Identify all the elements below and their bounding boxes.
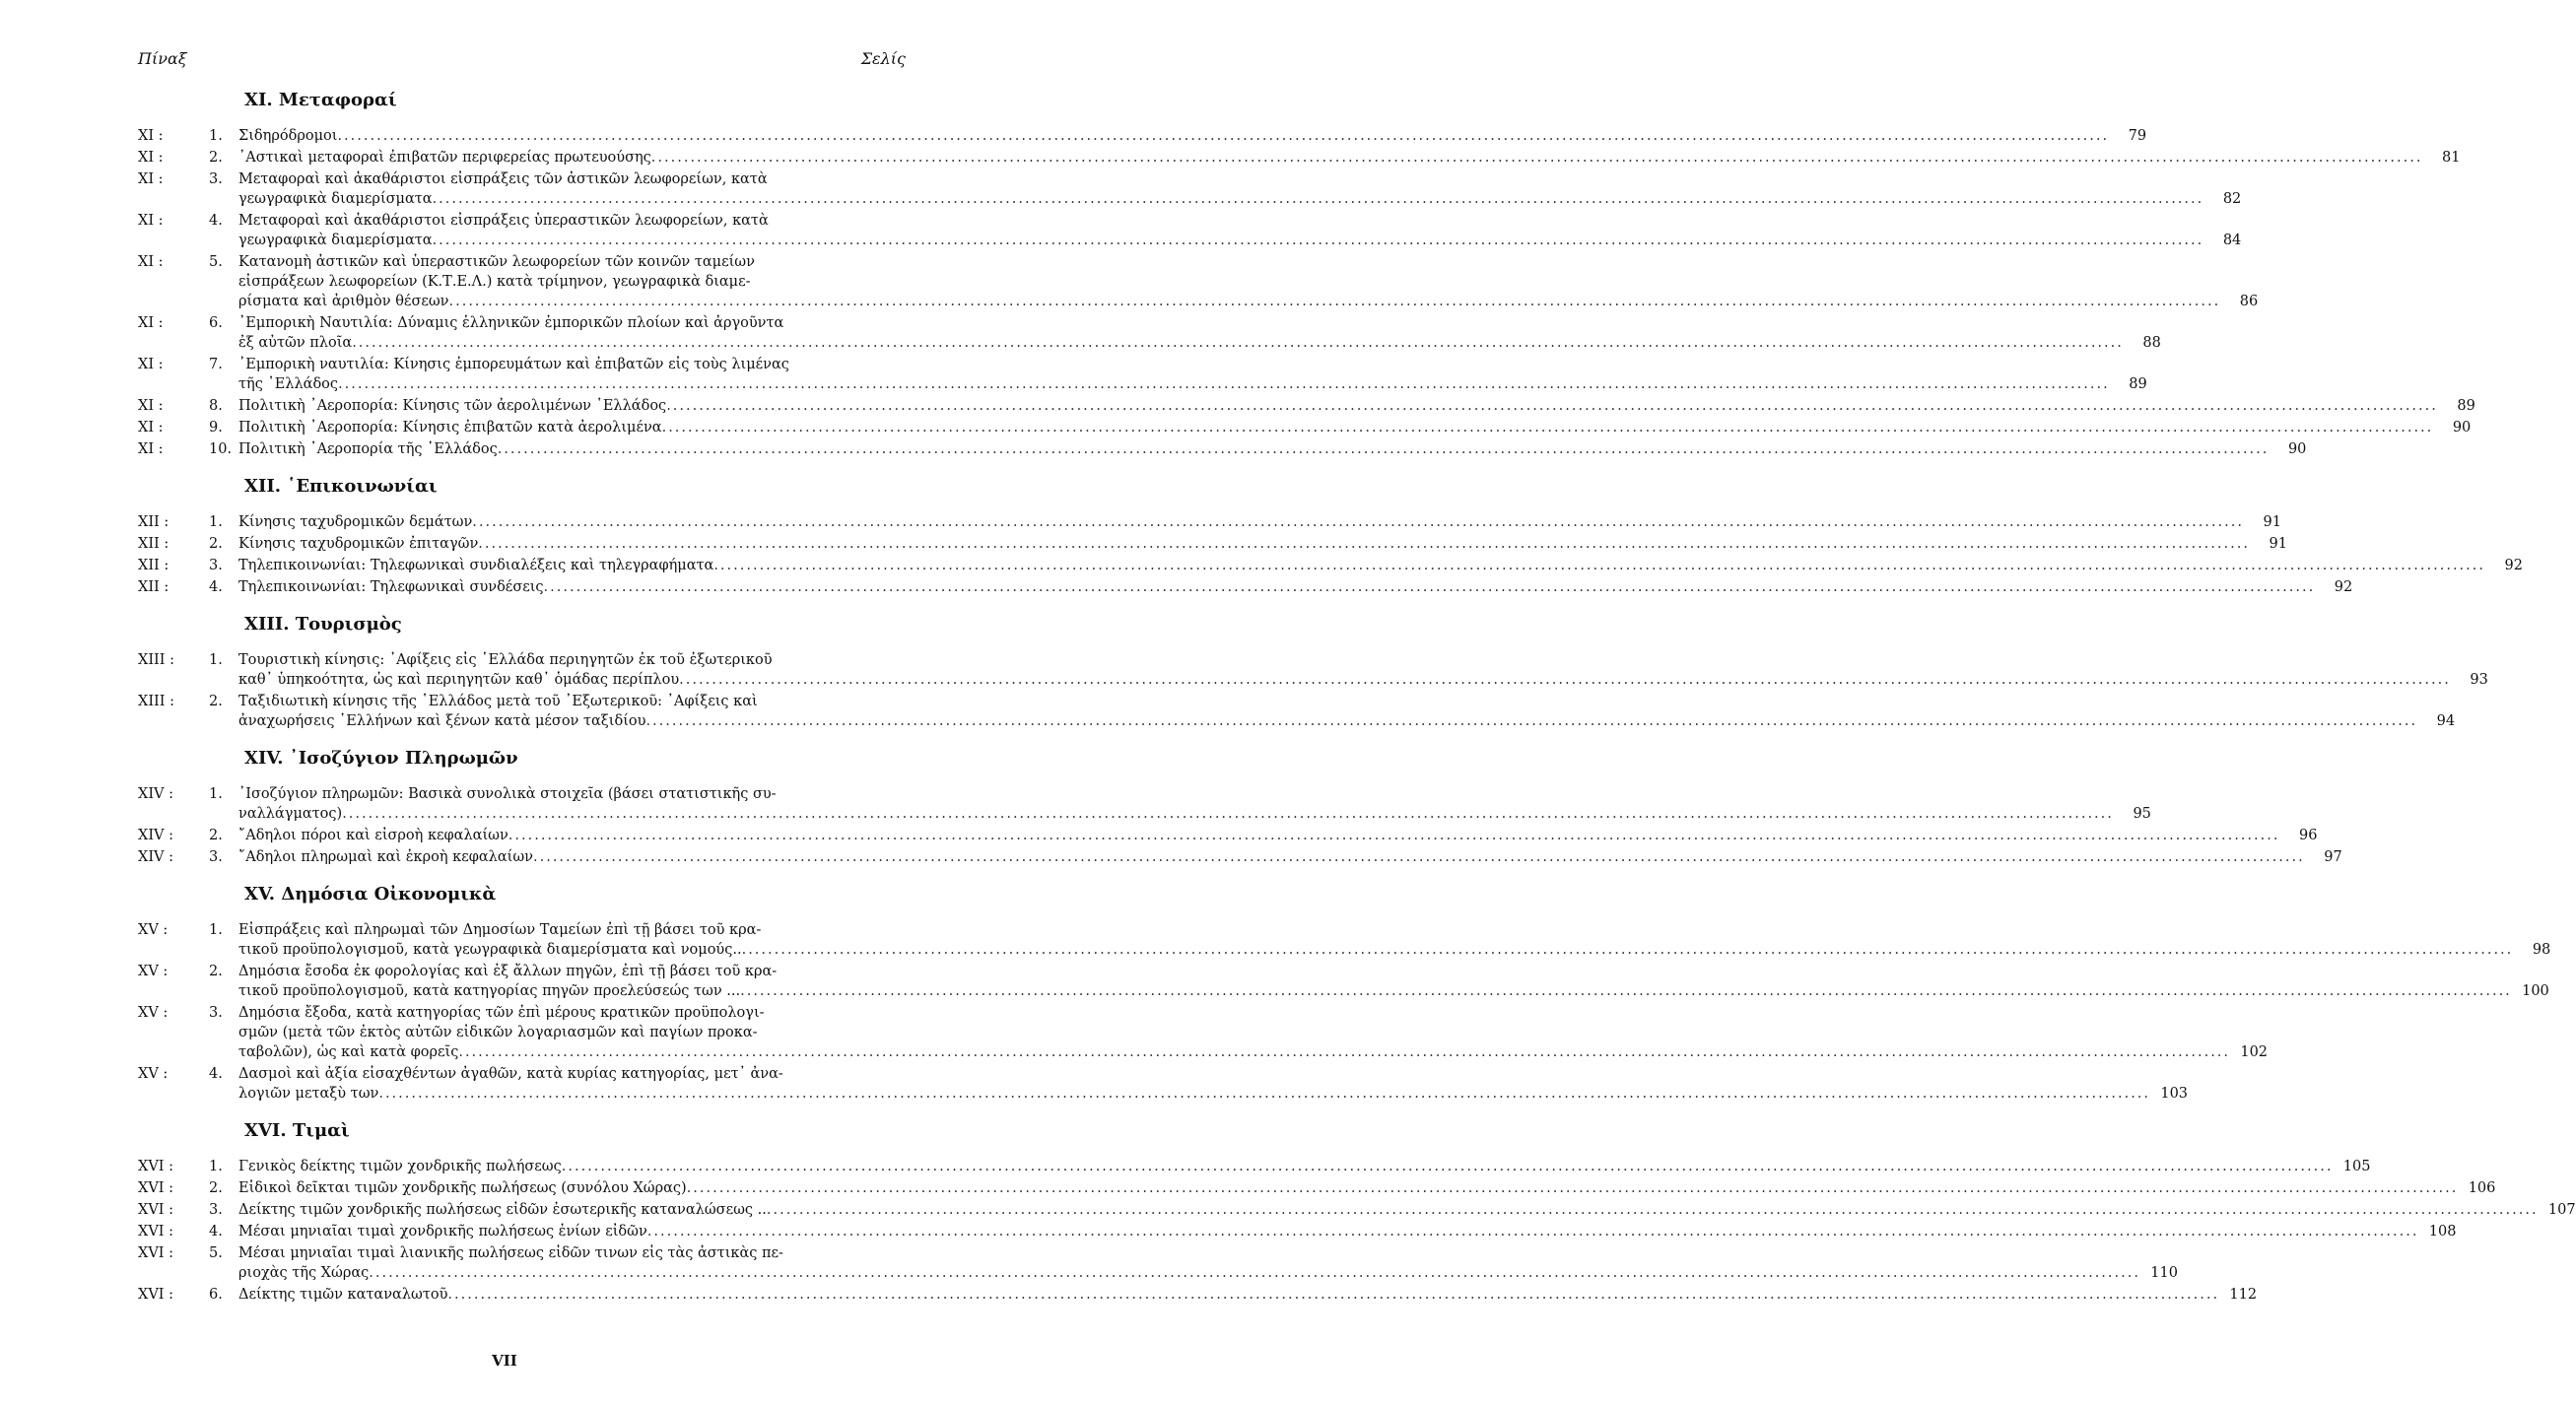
entry-text: Τηλεπικοινωνίαι: Τηλεφωνικαὶ συνδιαλέξεις καὶ τηλεγραφήματα bbox=[238, 558, 714, 573]
entry-number: 1. bbox=[209, 1159, 223, 1174]
entry-text: ᾿Εμπορικὴ ναυτιλία: Κίνησις ἐμπορευμάτων καὶ ἐπιβατῶν εἰς τοὺς λιμένας bbox=[238, 357, 789, 372]
dot-leader bbox=[498, 439, 2270, 459]
dot-leader bbox=[740, 981, 2512, 1001]
entry-text: γεωγραφικὰ διαμερίσματα bbox=[238, 191, 433, 207]
dot-leader bbox=[447, 1285, 2219, 1305]
entry-number: 1. bbox=[209, 514, 223, 530]
toc-section bbox=[138, 745, 2342, 867]
entry-text: Πολιτικὴ ᾿Αεροπορία: Κίνησις τῶν ἀερολιμένων ῾Ελλάδος bbox=[238, 398, 667, 414]
entry-number: 4. bbox=[209, 213, 223, 229]
entry-text: ταβολῶν), ὡς καὶ κατὰ φορεῖς bbox=[238, 1044, 459, 1060]
entry-text: Μέσαι μηνιαῖαι τιμαὶ χονδρικῆς πωλήσεως ἐνίων εἰδῶν bbox=[238, 1224, 647, 1240]
entry-chapter: XII : bbox=[138, 558, 169, 573]
dot-leader bbox=[508, 826, 2280, 845]
entry-page: 84 bbox=[2222, 233, 2242, 248]
entry-text: ριοχὰς τῆς Χώρας bbox=[238, 1265, 370, 1281]
entry-text: ρίσματα καὶ ἀριθμὸν θέσεων bbox=[238, 294, 449, 309]
section-title: XVI. Τιμαὶ bbox=[244, 1120, 350, 1141]
entry-text: Ταξιδιωτικὴ κίνησις τῆς ῾Ελλάδος μετὰ τοῦ ᾿Εξωτερικοῦ: ᾿Αφίξεις καὶ bbox=[238, 694, 758, 709]
dot-leader bbox=[337, 126, 2109, 146]
entry-page: 91 bbox=[2269, 536, 2287, 552]
header-right-label: Σελίς bbox=[860, 49, 906, 68]
dot-leader bbox=[647, 1222, 2419, 1241]
entry-chapter: XI : bbox=[138, 441, 164, 457]
toc-entry bbox=[138, 650, 2488, 690]
entry-number: 5. bbox=[209, 1245, 223, 1261]
entry-number: 2. bbox=[209, 1180, 223, 1196]
entry-page: 96 bbox=[2299, 828, 2318, 843]
entry-chapter: XVI : bbox=[138, 1224, 174, 1240]
toc-entry bbox=[138, 313, 2161, 353]
dot-leader bbox=[342, 804, 2114, 824]
entry-page: 108 bbox=[2428, 1224, 2457, 1240]
entry-page: 86 bbox=[2239, 294, 2259, 309]
dot-leader bbox=[369, 1263, 2140, 1283]
dot-leader bbox=[651, 148, 2423, 168]
entry-text: Δημόσια ἔσοδα ἐκ φορολογίας καὶ ἐξ ἄλλων πηγῶν, ἐπὶ τῇ βάσει τοῦ κρα- bbox=[238, 964, 778, 979]
toc-entry bbox=[138, 1222, 2457, 1241]
entry-page: 110 bbox=[2150, 1265, 2178, 1281]
entry-chapter: XI : bbox=[138, 150, 164, 166]
toc-entry bbox=[138, 512, 2281, 532]
toc-entry bbox=[138, 920, 2551, 960]
dot-leader bbox=[378, 1084, 2150, 1104]
toc-section bbox=[138, 87, 2475, 459]
entry-number: 2. bbox=[209, 536, 223, 552]
entry-text: ῎Αδηλοι πληρωμαὶ καὶ ἐκροὴ κεφαλαίων bbox=[238, 849, 533, 865]
entry-number: 6. bbox=[209, 1287, 223, 1303]
entry-page: 89 bbox=[2129, 376, 2147, 392]
entry-text: τῆς ῾Ελλάδος bbox=[238, 376, 339, 392]
entry-text: λογιῶν μεταξὺ των bbox=[238, 1086, 379, 1102]
entry-page: 97 bbox=[2324, 849, 2342, 865]
section-title: XIV. ᾿Ισοζύγιον Πληρωμῶν bbox=[244, 748, 518, 769]
dot-leader bbox=[433, 189, 2204, 209]
entry-chapter: XV : bbox=[138, 1066, 169, 1082]
toc-entry bbox=[138, 252, 2259, 311]
entry-page: 89 bbox=[2457, 398, 2475, 414]
entry-chapter: XIV : bbox=[138, 786, 174, 802]
toc-section bbox=[138, 881, 2551, 1104]
entry-text: ναλλάγματος) bbox=[238, 806, 343, 822]
dot-leader bbox=[666, 396, 2438, 416]
entry-text: Κίνησις ταχυδρομικῶν δεμάτων bbox=[238, 514, 473, 530]
entry-text: Δείκτης τιμῶν καταναλωτοῦ bbox=[238, 1287, 448, 1303]
entry-page: 112 bbox=[2229, 1287, 2258, 1303]
entry-number: 8. bbox=[209, 398, 223, 414]
table-of-contents bbox=[138, 87, 2576, 1318]
entry-chapter: XVI : bbox=[138, 1180, 174, 1196]
toc-entry bbox=[138, 211, 2242, 250]
dot-leader bbox=[433, 231, 2204, 250]
toc-entry bbox=[138, 439, 2307, 459]
toc-entry bbox=[138, 784, 2151, 824]
entry-number: 2. bbox=[209, 828, 223, 843]
entry-page: 105 bbox=[2342, 1159, 2371, 1174]
entry-number: 3. bbox=[209, 1202, 223, 1218]
entry-text: Μέσαι μηνιαῖαι τιμαὶ λιανικῆς πωλήσεως εἰδῶν τινων εἰς τὰς ἀστικὰς πε- bbox=[238, 1245, 783, 1261]
entry-chapter: XIV : bbox=[138, 828, 174, 843]
entry-page: 92 bbox=[2334, 579, 2353, 595]
toc-entry bbox=[138, 556, 2523, 575]
entry-text: Τηλεπικοινωνίαι: Τηλεφωνικαὶ συνδέσεις bbox=[238, 579, 544, 595]
dot-leader bbox=[645, 711, 2417, 731]
entry-number: 7. bbox=[209, 357, 223, 372]
entry-number: 2. bbox=[209, 150, 223, 166]
entry-number: 4. bbox=[209, 1224, 223, 1240]
entry-text: τικοῦ προϋπολογισμοῦ, κατὰ γεωγραφικὰ διαμερίσματα καὶ νομούς.. bbox=[238, 942, 742, 958]
entry-text: Μεταφοραὶ καὶ ἀκαθάριστοι εἰσπράξεις ὑπεραστικῶν λεωφορείων, κατὰ bbox=[238, 213, 769, 229]
entry-text: ἐξ αὐτῶν πλοῖα bbox=[238, 335, 353, 351]
toc-entry bbox=[138, 1200, 2576, 1220]
dot-leader bbox=[742, 940, 2514, 960]
entry-text: Πολιτικὴ ᾿Αεροπορία: Κίνησις ἐπιβατῶν κατὰ ἀερολιμένα bbox=[238, 420, 662, 436]
entry-text: Εἰδικοὶ δεῖκται τιμῶν χονδρικῆς πωλήσεως (συνόλου Χώρας) bbox=[238, 1180, 687, 1196]
toc-entry bbox=[138, 847, 2342, 867]
entry-chapter: XVI : bbox=[138, 1287, 174, 1303]
entry-number: 10. bbox=[209, 441, 233, 457]
toc-entry bbox=[138, 826, 2318, 845]
entry-chapter: XI : bbox=[138, 420, 164, 436]
toc-entry bbox=[138, 577, 2353, 597]
entry-page: 82 bbox=[2222, 191, 2242, 207]
entry-chapter: XI : bbox=[138, 357, 164, 372]
entry-number: 6. bbox=[209, 315, 223, 331]
toc-entry bbox=[138, 692, 2456, 731]
entry-chapter: XI : bbox=[138, 128, 164, 144]
entry-text: Κατανομὴ ἀστικῶν καὶ ὑπεραστικῶν λεωφορείων τῶν κοινῶν ταμείων bbox=[238, 254, 755, 270]
entry-chapter: XIII : bbox=[138, 652, 175, 668]
entry-number: 5. bbox=[209, 254, 223, 270]
toc-entry bbox=[138, 1157, 2371, 1176]
entry-page: 100 bbox=[2522, 983, 2549, 999]
entry-text: καθ᾿ ὑπηκοότητα, ὡς καὶ περιηγητῶν καθ᾿ ὁμάδας περίπλου bbox=[238, 672, 680, 688]
entry-text: ᾿Αστικαὶ μεταφοραὶ ἐπιβατῶν περιφερείας πρωτευούσης bbox=[238, 150, 651, 166]
entry-number: 1. bbox=[209, 922, 223, 938]
dot-leader bbox=[562, 1157, 2334, 1176]
toc-entry bbox=[138, 1243, 2178, 1283]
entry-number: 2. bbox=[209, 964, 223, 979]
entry-text: Εἰσπράξεις καὶ πληρωμαὶ τῶν Δημοσίων Ταμείων ἐπὶ τῇ βάσει τοῦ κρα- bbox=[238, 922, 762, 938]
entry-page: 95 bbox=[2133, 806, 2151, 822]
entry-page: 102 bbox=[2240, 1044, 2269, 1060]
entry-text: ἀναχωρήσεις ῾Ελλήνων καὶ ξένων κατὰ μέσον ταξιδίου bbox=[238, 713, 646, 729]
dot-leader bbox=[338, 374, 2110, 394]
entry-text: Δασμοὶ καὶ ἀξία εἰσαχθέντων ἀγαθῶν, κατὰ κυρίας κατηγορίας, μετ᾿ ἀνα- bbox=[238, 1066, 783, 1082]
entry-text: τικοῦ προϋπολογισμοῦ, κατὰ κατηγορίας πηγῶν προελεύσεώς των ... bbox=[238, 983, 741, 999]
dot-leader bbox=[352, 333, 2124, 353]
entry-number: 4. bbox=[209, 1066, 223, 1082]
entry-number: 3. bbox=[209, 171, 223, 187]
page-number: VII bbox=[492, 1352, 517, 1370]
dot-leader bbox=[533, 847, 2305, 867]
entry-number: 1. bbox=[209, 128, 223, 144]
toc-entry bbox=[138, 1285, 2258, 1305]
toc-entry bbox=[138, 355, 2147, 394]
entry-text: σμῶν (μετὰ τῶν ἐκτὸς αὐτῶν εἰδικῶν λογαριασμῶν καὶ παγίων προκα- bbox=[238, 1025, 758, 1040]
entry-text: Δημόσια ἔξοδα, κατὰ κατηγορίας τῶν ἐπὶ μέρους κρατικῶν προϋπολογι- bbox=[238, 1005, 765, 1021]
entry-number: 4. bbox=[209, 579, 223, 595]
dot-leader bbox=[472, 512, 2244, 532]
entry-chapter: XI : bbox=[138, 254, 164, 270]
entry-number: 3. bbox=[209, 558, 223, 573]
dot-leader bbox=[478, 534, 2250, 554]
entry-chapter: XVI : bbox=[138, 1202, 174, 1218]
entry-text: Κίνησις ταχυδρομικῶν ἐπιταγῶν bbox=[238, 536, 479, 552]
header-left-label: Πίναξ bbox=[138, 49, 187, 68]
toc-entry bbox=[138, 1064, 2189, 1104]
entry-text: γεωγραφικὰ διαμερίσματα bbox=[238, 233, 433, 248]
entry-chapter: XVI : bbox=[138, 1159, 174, 1174]
entry-page: 92 bbox=[2504, 558, 2523, 573]
dot-leader bbox=[662, 418, 2434, 437]
entry-chapter: XI : bbox=[138, 213, 164, 229]
entry-chapter: XIII : bbox=[138, 694, 175, 709]
entry-chapter: XI : bbox=[138, 315, 164, 331]
entry-text: ᾿Εμπορικὴ Ναυτιλία: Δύναμις ἑλληνικῶν ἐμπορικῶν πλοίων καὶ ἀργοῦντα bbox=[238, 315, 784, 331]
toc-section bbox=[138, 473, 2523, 597]
entry-chapter: XI : bbox=[138, 171, 164, 187]
toc-entry bbox=[138, 396, 2475, 416]
entry-chapter: XV : bbox=[138, 1005, 169, 1021]
dot-leader bbox=[449, 292, 2221, 311]
entry-chapter: XIV : bbox=[138, 849, 174, 865]
dot-leader bbox=[767, 1200, 2539, 1220]
entry-text: Τουριστικὴ κίνησις: ᾿Αφίξεις εἰς ῾Ελλάδα περιηγητῶν ἐκ τοῦ ἐξωτερικοῦ bbox=[238, 652, 773, 668]
toc-section bbox=[138, 611, 2488, 731]
toc-entry bbox=[138, 418, 2472, 437]
entry-page: 90 bbox=[2287, 441, 2307, 457]
entry-page: 94 bbox=[2436, 713, 2456, 729]
entry-chapter: XVI : bbox=[138, 1245, 174, 1261]
entry-chapter: XI : bbox=[138, 398, 164, 414]
entry-number: 3. bbox=[209, 849, 223, 865]
toc-section bbox=[138, 1117, 2576, 1305]
section-title: XII. ῾Επικοινωνίαι bbox=[244, 476, 438, 497]
toc-entry bbox=[138, 169, 2242, 209]
entry-text: Δείκτης τιμῶν χονδρικῆς πωλήσεως εἰδῶν ἐσωτερικῆς καταναλώσεως .. bbox=[238, 1202, 767, 1218]
entry-number: 1. bbox=[209, 786, 223, 802]
entry-number: 3. bbox=[209, 1005, 223, 1021]
toc-entry bbox=[138, 962, 2549, 1001]
entry-text: Γενικὸς δείκτης τιμῶν χονδρικῆς πωλήσεως bbox=[238, 1159, 562, 1174]
toc-entry bbox=[138, 126, 2147, 146]
entry-number: 2. bbox=[209, 694, 223, 709]
entry-page: 90 bbox=[2452, 420, 2472, 436]
toc-entry bbox=[138, 1003, 2269, 1062]
toc-entry bbox=[138, 1178, 2496, 1198]
entry-page: 91 bbox=[2263, 514, 2281, 530]
entry-chapter: XII : bbox=[138, 536, 169, 552]
dot-leader bbox=[713, 556, 2485, 575]
dot-leader bbox=[679, 670, 2451, 690]
toc-entry bbox=[138, 534, 2287, 554]
entry-page: 98 bbox=[2532, 942, 2551, 958]
entry-text: ᾿Ισοζύγιον πληρωμῶν: Βασικὰ συνολικὰ στοιχεῖα (βάσει στατιστικῆς συ- bbox=[238, 786, 777, 802]
entry-page: 106 bbox=[2468, 1180, 2496, 1196]
entry-chapter: XV : bbox=[138, 922, 169, 938]
entry-page: 88 bbox=[2142, 335, 2161, 351]
section-title: XV. Δημόσια Οἰκονομικὰ bbox=[244, 884, 497, 904]
entry-text: εἰσπράξεων λεωφορείων (Κ.Τ.Ε.Λ.) κατὰ τρίμηνον, γεωγραφικὰ διαμε- bbox=[238, 274, 751, 290]
entry-page: 93 bbox=[2470, 672, 2488, 688]
section-title: XIII. Τουρισμὸς bbox=[244, 614, 402, 635]
entry-page: 103 bbox=[2160, 1086, 2189, 1102]
dot-leader bbox=[687, 1178, 2459, 1198]
entry-text: Μεταφοραὶ καὶ ἀκαθάριστοι εἰσπράξεις τῶν ἀστικῶν λεωφορείων, κατὰ bbox=[238, 171, 768, 187]
dot-leader bbox=[544, 577, 2316, 597]
entry-chapter: XV : bbox=[138, 964, 169, 979]
entry-number: 9. bbox=[209, 420, 223, 436]
entry-chapter: XII : bbox=[138, 579, 169, 595]
entry-text: ῎Αδηλοι πόροι καὶ εἰσροὴ κεφαλαίων bbox=[238, 828, 508, 843]
entry-text: Σιδηρόδρομοι bbox=[238, 128, 338, 144]
section-title: XI. Μεταφοραί bbox=[244, 90, 397, 110]
entry-text: Πολιτικὴ ᾿Αεροπορία τῆς ῾Ελλάδος bbox=[238, 441, 498, 457]
entry-page: 107 bbox=[2547, 1202, 2576, 1218]
entry-page: 81 bbox=[2442, 150, 2461, 166]
entry-page: 79 bbox=[2128, 128, 2147, 144]
toc-entry bbox=[138, 148, 2461, 168]
entry-number: 1. bbox=[209, 652, 223, 668]
entry-chapter: XII : bbox=[138, 514, 169, 530]
dot-leader bbox=[458, 1042, 2230, 1062]
